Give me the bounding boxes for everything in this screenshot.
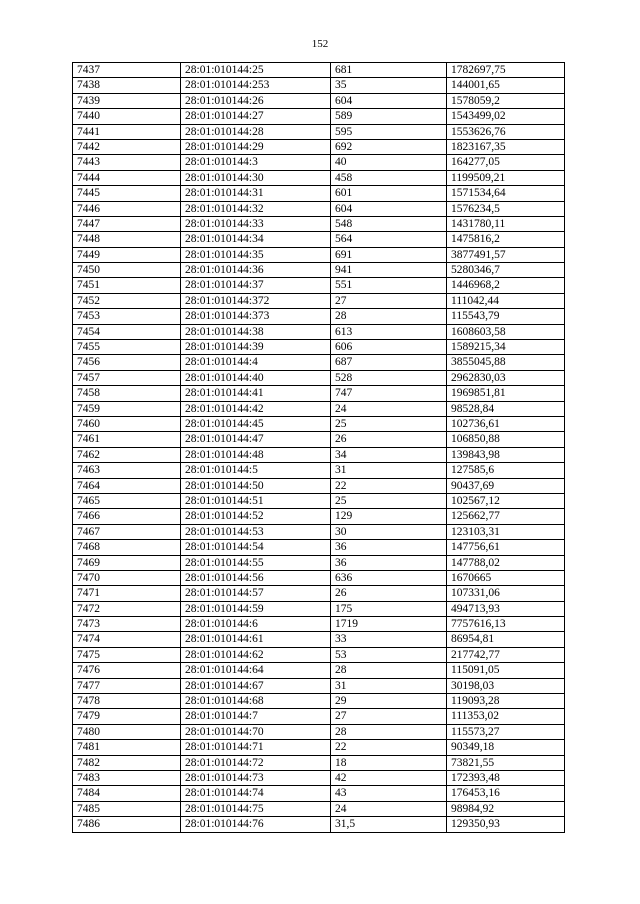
row-number-cell: 7442 [73,139,181,154]
area-cell: 34 [331,447,447,462]
cadastral-number-cell: 28:01:010144:40 [181,370,331,385]
table-row [73,247,565,262]
table-row [73,324,565,339]
cadastral-value-cell: 147788,02 [447,555,565,570]
cadastral-number-cell: 28:01:010144:57 [181,586,331,601]
area-cell: 53 [331,647,447,662]
area-cell: 35 [331,78,447,93]
table-row [73,386,565,401]
cadastral-value-cell: 147756,61 [447,540,565,555]
table-row [73,817,565,832]
table-row [73,694,565,709]
cadastral-number-cell: 28:01:010144:6 [181,617,331,632]
cadastral-value-cell: 1576234,5 [447,201,565,216]
cadastral-number-cell: 28:01:010144:56 [181,570,331,585]
area-cell: 458 [331,170,447,185]
table-row [73,263,565,278]
row-number-cell: 7483 [73,770,181,785]
cadastral-value-cell: 107331,06 [447,586,565,601]
area-cell: 29 [331,694,447,709]
area-cell: 129 [331,509,447,524]
cadastral-value-cell: 106850,88 [447,432,565,447]
cadastral-value-cell: 1199509,21 [447,170,565,185]
area-cell: 40 [331,155,447,170]
area-cell: 36 [331,555,447,570]
row-number-cell: 7456 [73,355,181,370]
cadastral-number-cell: 28:01:010144:53 [181,524,331,539]
cadastral-value-cell: 1475816,2 [447,232,565,247]
area-cell: 175 [331,601,447,616]
row-number-cell: 7459 [73,401,181,416]
cadastral-number-cell: 28:01:010144:25 [181,63,331,78]
cadastral-number-cell: 28:01:010144:50 [181,478,331,493]
cadastral-value-cell: 1431780,11 [447,216,565,231]
area-cell: 613 [331,324,447,339]
cadastral-number-cell: 28:01:010144:35 [181,247,331,262]
cadastral-number-cell: 28:01:010144:47 [181,432,331,447]
row-number-cell: 7479 [73,709,181,724]
cadastral-number-cell: 28:01:010144:51 [181,493,331,508]
row-number-cell: 7468 [73,540,181,555]
cadastral-value-cell: 86954,81 [447,632,565,647]
cadastral-value-cell: 115091,05 [447,663,565,678]
table-row [73,170,565,185]
cadastral-number-cell: 28:01:010144:62 [181,647,331,662]
cadastral-value-cell: 129350,93 [447,817,565,832]
row-number-cell: 7474 [73,632,181,647]
cadastral-value-cell: 1553626,76 [447,124,565,139]
table-row [73,355,565,370]
area-cell: 27 [331,709,447,724]
cadastral-value-cell: 111042,44 [447,293,565,308]
area-cell: 681 [331,63,447,78]
cadastral-value-cell: 123103,31 [447,524,565,539]
row-number-cell: 7453 [73,309,181,324]
cadastral-number-cell: 28:01:010144:3 [181,155,331,170]
cadastral-value-cell: 119093,28 [447,694,565,709]
table-row [73,724,565,739]
table-row [73,540,565,555]
cadastral-number-cell: 28:01:010144:253 [181,78,331,93]
area-cell: 604 [331,93,447,108]
area-cell: 941 [331,263,447,278]
cadastral-value-cell: 1823167,35 [447,139,565,154]
area-cell: 528 [331,370,447,385]
row-number-cell: 7461 [73,432,181,447]
table-row [73,139,565,154]
cadastral-value-cell: 115543,79 [447,309,565,324]
table-row [73,309,565,324]
cadastral-value-cell: 90437,69 [447,478,565,493]
cadastral-value-cell: 164277,05 [447,155,565,170]
area-cell: 26 [331,586,447,601]
area-cell: 28 [331,663,447,678]
cadastral-number-cell: 28:01:010144:36 [181,263,331,278]
row-number-cell: 7473 [73,617,181,632]
cadastral-number-cell: 28:01:010144:33 [181,216,331,231]
area-cell: 18 [331,755,447,770]
cadastral-value-table [72,62,565,833]
cadastral-number-cell: 28:01:010144:70 [181,724,331,739]
page-number: 152 [311,38,329,50]
row-number-cell: 7447 [73,216,181,231]
table-row [73,570,565,585]
row-number-cell: 7472 [73,601,181,616]
table-row [73,93,565,108]
area-cell: 31 [331,678,447,693]
table-row [73,109,565,124]
area-cell: 692 [331,139,447,154]
cadastral-number-cell: 28:01:010144:32 [181,201,331,216]
table-row [73,786,565,801]
table-row [73,755,565,770]
cadastral-value-cell: 1571534,64 [447,186,565,201]
row-number-cell: 7463 [73,463,181,478]
row-number-cell: 7443 [73,155,181,170]
cadastral-number-cell: 28:01:010144:52 [181,509,331,524]
area-cell: 548 [331,216,447,231]
cadastral-value-cell: 176453,16 [447,786,565,801]
cadastral-value-cell: 98984,92 [447,801,565,816]
row-number-cell: 7477 [73,678,181,693]
cadastral-value-cell: 494713,93 [447,601,565,616]
cadastral-number-cell: 28:01:010144:48 [181,447,331,462]
row-number-cell: 7438 [73,78,181,93]
row-number-cell: 7445 [73,186,181,201]
area-cell: 27 [331,293,447,308]
row-number-cell: 7451 [73,278,181,293]
row-number-cell: 7441 [73,124,181,139]
table-row [73,493,565,508]
row-number-cell: 7462 [73,447,181,462]
area-cell: 36 [331,540,447,555]
cadastral-value-cell: 125662,77 [447,509,565,524]
area-cell: 601 [331,186,447,201]
row-number-cell: 7460 [73,416,181,431]
area-cell: 564 [331,232,447,247]
cadastral-number-cell: 28:01:010144:29 [181,139,331,154]
cadastral-number-cell: 28:01:010144:45 [181,416,331,431]
area-cell: 606 [331,340,447,355]
cadastral-number-cell: 28:01:010144:71 [181,740,331,755]
table-row [73,801,565,816]
cadastral-number-cell: 28:01:010144:372 [181,293,331,308]
area-cell: 26 [331,432,447,447]
area-cell: 28 [331,309,447,324]
cadastral-number-cell: 28:01:010144:73 [181,770,331,785]
cadastral-value-cell: 144001,65 [447,78,565,93]
table-row [73,447,565,462]
row-number-cell: 7446 [73,201,181,216]
row-number-cell: 7480 [73,724,181,739]
cadastral-number-cell: 28:01:010144:61 [181,632,331,647]
area-cell: 636 [331,570,447,585]
row-number-cell: 7470 [73,570,181,585]
cadastral-number-cell: 28:01:010144:76 [181,817,331,832]
table-row [73,740,565,755]
table-row [73,663,565,678]
cadastral-value-cell: 73821,55 [447,755,565,770]
row-number-cell: 7450 [73,263,181,278]
table-row [73,216,565,231]
table-row [73,632,565,647]
row-number-cell: 7469 [73,555,181,570]
area-cell: 28 [331,724,447,739]
cadastral-number-cell: 28:01:010144:7 [181,709,331,724]
cadastral-value-cell: 1608603,58 [447,324,565,339]
table-row [73,124,565,139]
row-number-cell: 7475 [73,647,181,662]
cadastral-number-cell: 28:01:010144:373 [181,309,331,324]
table-row [73,586,565,601]
cadastral-number-cell: 28:01:010144:5 [181,463,331,478]
table-row [73,155,565,170]
row-number-cell: 7437 [73,63,181,78]
row-number-cell: 7454 [73,324,181,339]
table-row [73,524,565,539]
cadastral-number-cell: 28:01:010144:28 [181,124,331,139]
table-row [73,78,565,93]
cadastral-number-cell: 28:01:010144:38 [181,324,331,339]
area-cell: 31 [331,463,447,478]
cadastral-value-cell: 1782697,75 [447,63,565,78]
row-number-cell: 7439 [73,93,181,108]
cadastral-number-cell: 28:01:010144:67 [181,678,331,693]
table-row [73,186,565,201]
table-row [73,509,565,524]
cadastral-value-cell: 217742,77 [447,647,565,662]
cadastral-number-cell: 28:01:010144:55 [181,555,331,570]
table-row [73,647,565,662]
row-number-cell: 7486 [73,817,181,832]
cadastral-number-cell: 28:01:010144:27 [181,109,331,124]
area-cell: 687 [331,355,447,370]
cadastral-number-cell: 28:01:010144:4 [181,355,331,370]
cadastral-value-cell: 1543499,02 [447,109,565,124]
cadastral-number-cell: 28:01:010144:39 [181,340,331,355]
area-cell: 25 [331,493,447,508]
table-row [73,201,565,216]
cadastral-number-cell: 28:01:010144:30 [181,170,331,185]
area-cell: 25 [331,416,447,431]
row-number-cell: 7449 [73,247,181,262]
cadastral-value-cell: 1969851,81 [447,386,565,401]
row-number-cell: 7448 [73,232,181,247]
cadastral-value-cell: 111353,02 [447,709,565,724]
area-cell: 1719 [331,617,447,632]
table-row [73,278,565,293]
row-number-cell: 7466 [73,509,181,524]
cadastral-value-cell: 102736,61 [447,416,565,431]
row-number-cell: 7485 [73,801,181,816]
cadastral-number-cell: 28:01:010144:75 [181,801,331,816]
row-number-cell: 7464 [73,478,181,493]
row-number-cell: 7481 [73,740,181,755]
cadastral-value-cell: 115573,27 [447,724,565,739]
cadastral-number-cell: 28:01:010144:41 [181,386,331,401]
cadastral-number-cell: 28:01:010144:72 [181,755,331,770]
cadastral-value-cell: 102567,12 [447,493,565,508]
row-number-cell: 7471 [73,586,181,601]
area-cell: 30 [331,524,447,539]
area-cell: 589 [331,109,447,124]
cadastral-number-cell: 28:01:010144:26 [181,93,331,108]
table-row [73,340,565,355]
cadastral-value-cell: 1446968,2 [447,278,565,293]
row-number-cell: 7440 [73,109,181,124]
row-number-cell: 7482 [73,755,181,770]
table-row [73,401,565,416]
table-body [73,63,565,833]
table-row [73,709,565,724]
area-cell: 33 [331,632,447,647]
area-cell: 24 [331,401,447,416]
table-row [73,678,565,693]
row-number-cell: 7452 [73,293,181,308]
table-row [73,463,565,478]
table-row [73,232,565,247]
table-row [73,293,565,308]
row-number-cell: 7478 [73,694,181,709]
table-row [73,416,565,431]
table-row [73,770,565,785]
cadastral-number-cell: 28:01:010144:68 [181,694,331,709]
cadastral-number-cell: 28:01:010144:64 [181,663,331,678]
cadastral-value-cell: 3855045,88 [447,355,565,370]
area-cell: 42 [331,770,447,785]
cadastral-value-cell: 7757616,13 [447,617,565,632]
row-number-cell: 7476 [73,663,181,678]
table-row [73,432,565,447]
area-cell: 691 [331,247,447,262]
area-cell: 747 [331,386,447,401]
area-cell: 31,5 [331,817,447,832]
table-row [73,370,565,385]
table-row [73,478,565,493]
row-number-cell: 7465 [73,493,181,508]
area-cell: 551 [331,278,447,293]
cadastral-value-cell: 3877491,57 [447,247,565,262]
area-cell: 43 [331,786,447,801]
area-cell: 22 [331,478,447,493]
row-number-cell: 7444 [73,170,181,185]
cadastral-value-cell: 2962830,03 [447,370,565,385]
cadastral-value-cell: 90349,18 [447,740,565,755]
cadastral-number-cell: 28:01:010144:59 [181,601,331,616]
cadastral-value-cell: 139843,98 [447,447,565,462]
cadastral-value-cell: 1589215,34 [447,340,565,355]
row-number-cell: 7458 [73,386,181,401]
cadastral-number-cell: 28:01:010144:54 [181,540,331,555]
cadastral-value-cell: 30198,03 [447,678,565,693]
cadastral-value-cell: 98528,84 [447,401,565,416]
cadastral-value-cell: 1578059,2 [447,93,565,108]
row-number-cell: 7467 [73,524,181,539]
cadastral-value-cell: 5280346,7 [447,263,565,278]
cadastral-value-cell: 172393,48 [447,770,565,785]
area-cell: 604 [331,201,447,216]
area-cell: 24 [331,801,447,816]
area-cell: 22 [331,740,447,755]
row-number-cell: 7457 [73,370,181,385]
cadastral-value-cell: 1670665 [447,570,565,585]
table-row [73,601,565,616]
cadastral-number-cell: 28:01:010144:42 [181,401,331,416]
cadastral-number-cell: 28:01:010144:37 [181,278,331,293]
cadastral-number-cell: 28:01:010144:31 [181,186,331,201]
cadastral-value-cell: 127585,6 [447,463,565,478]
table-row [73,63,565,78]
row-number-cell: 7484 [73,786,181,801]
table-row [73,617,565,632]
cadastral-number-cell: 28:01:010144:74 [181,786,331,801]
row-number-cell: 7455 [73,340,181,355]
cadastral-number-cell: 28:01:010144:34 [181,232,331,247]
area-cell: 595 [331,124,447,139]
table-row [73,555,565,570]
